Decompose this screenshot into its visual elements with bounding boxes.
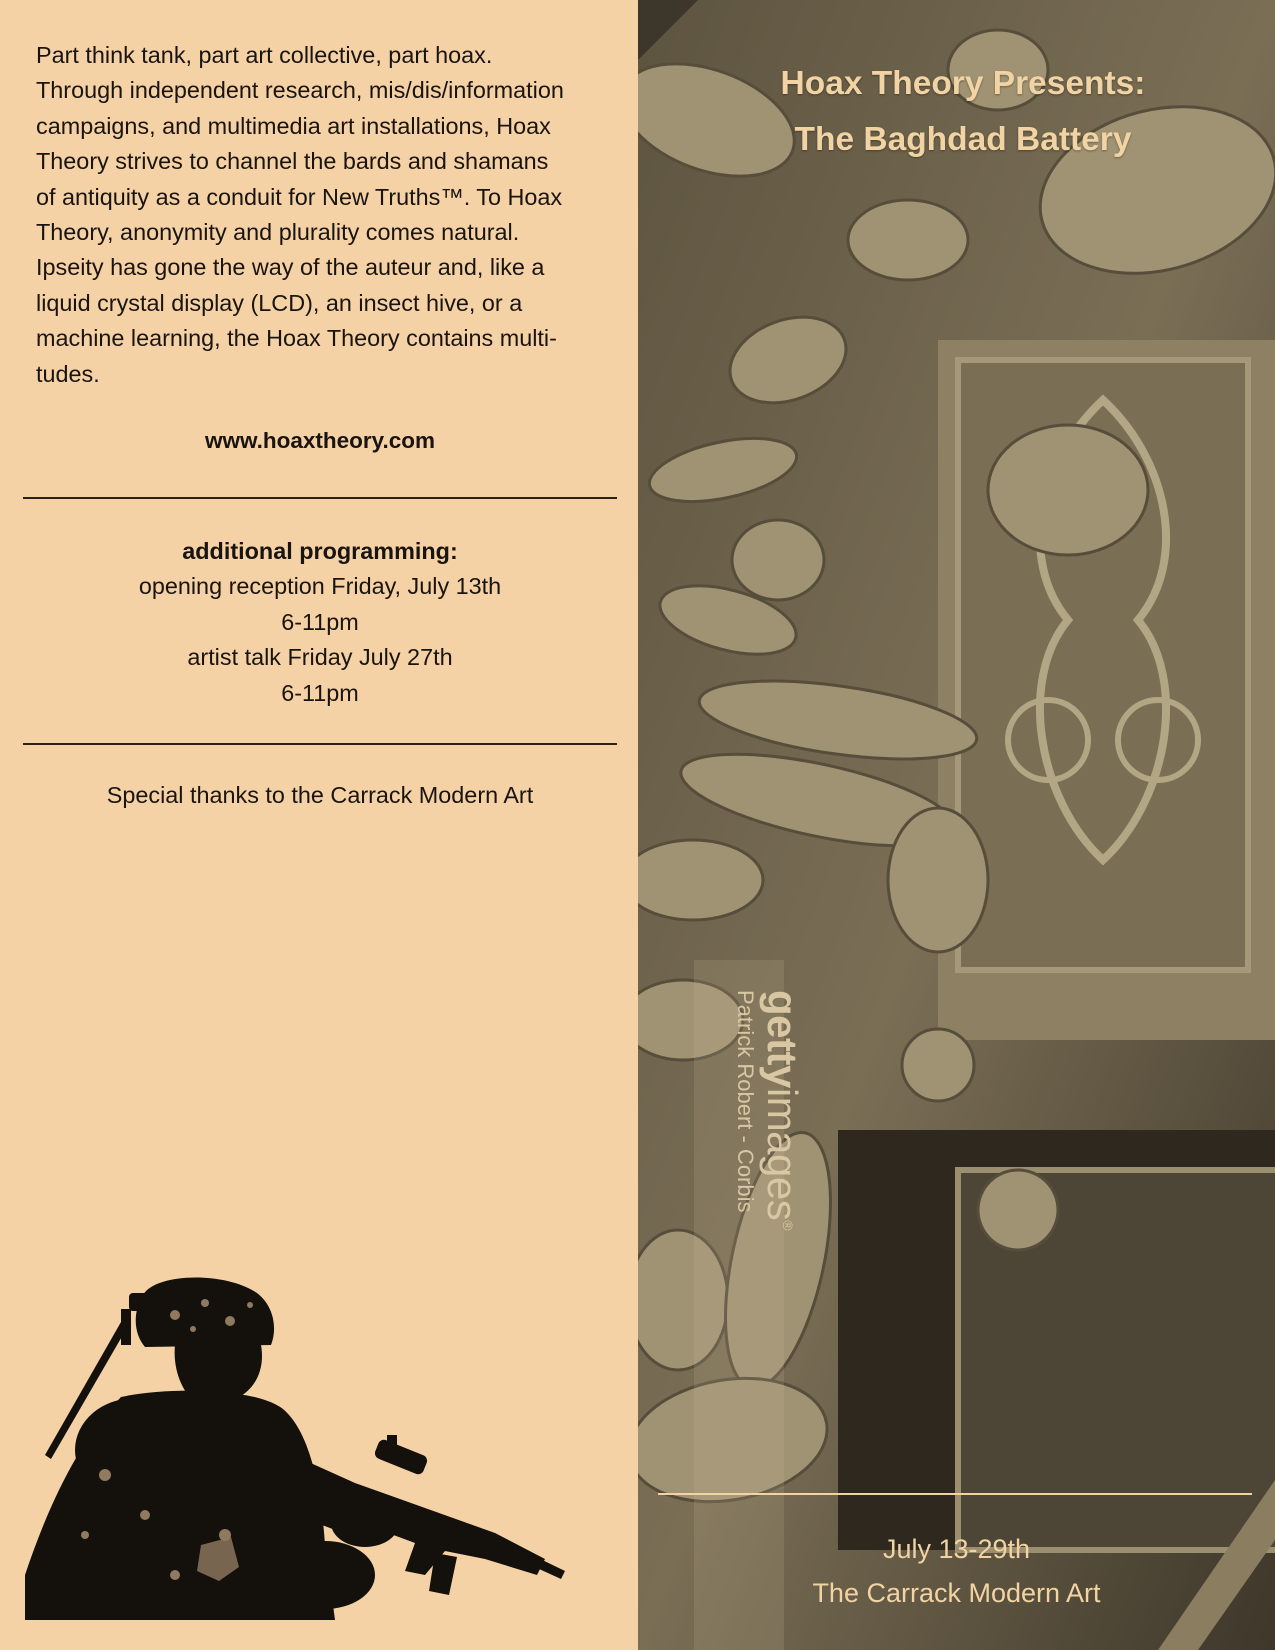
getty-images-logo: gettyimages® [759, 990, 806, 1231]
exhibit-venue: The Carrack Modern Art [812, 1578, 1101, 1608]
about-line: Part think tank, part art collective, part hoax. [36, 42, 493, 68]
opening-reception: opening reception Friday, July 13th [138, 573, 502, 600]
about-line: campaigns, and multimedia art installations, Hoax [36, 112, 551, 139]
programming-heading: additional programming: [182, 538, 458, 564]
artist-talk: artist talk Friday July 27th [187, 644, 453, 671]
special-thanks: Special thanks to the Carrack Modern Art [106, 782, 534, 808]
about-line: machine learning, the Hoax Theory contains multi- [36, 325, 557, 352]
poster-panel [638, 0, 1275, 1650]
about-line: Ipseity has gone the way of the auteur and, like a [36, 254, 545, 281]
about-paragraph [36, 38, 616, 392]
divider [23, 743, 617, 745]
opening-time: 6-11pm [281, 608, 359, 635]
poster-divider [658, 1493, 1252, 1495]
photographer-credit: Patrick Robert - Corbis [733, 990, 758, 1213]
about-line: Theory strives to channel the bards and shamans [36, 148, 549, 175]
about-line: Through independent research, mis/dis/information [36, 77, 564, 104]
poster-title-line1: Hoax Theory Presents: [780, 65, 1146, 102]
divider [23, 497, 617, 499]
about-line: liquid crystal display (LCD), an insect hive, or a [36, 289, 523, 316]
poster-title [638, 56, 1275, 168]
talk-time: 6-11pm [281, 679, 359, 706]
exhibit-info [638, 1527, 1275, 1615]
soldier-silhouette-image [25, 1275, 570, 1620]
exhibit-dates: July 13-29th [882, 1534, 1031, 1564]
programming-section [0, 534, 640, 711]
poster-title-line2: The Baghdad Battery [794, 121, 1132, 158]
about-line: tudes. [36, 360, 100, 387]
artifacts-photo-image [638, 0, 1275, 1650]
website-link[interactable]: www.hoaxtheory.com [204, 428, 436, 453]
about-line: Theory, anonymity and plurality comes natural. [36, 219, 520, 246]
photo-credit [730, 990, 810, 1230]
about-line: of antiquity as a conduit for New Truths™. To Hoax [36, 183, 563, 210]
